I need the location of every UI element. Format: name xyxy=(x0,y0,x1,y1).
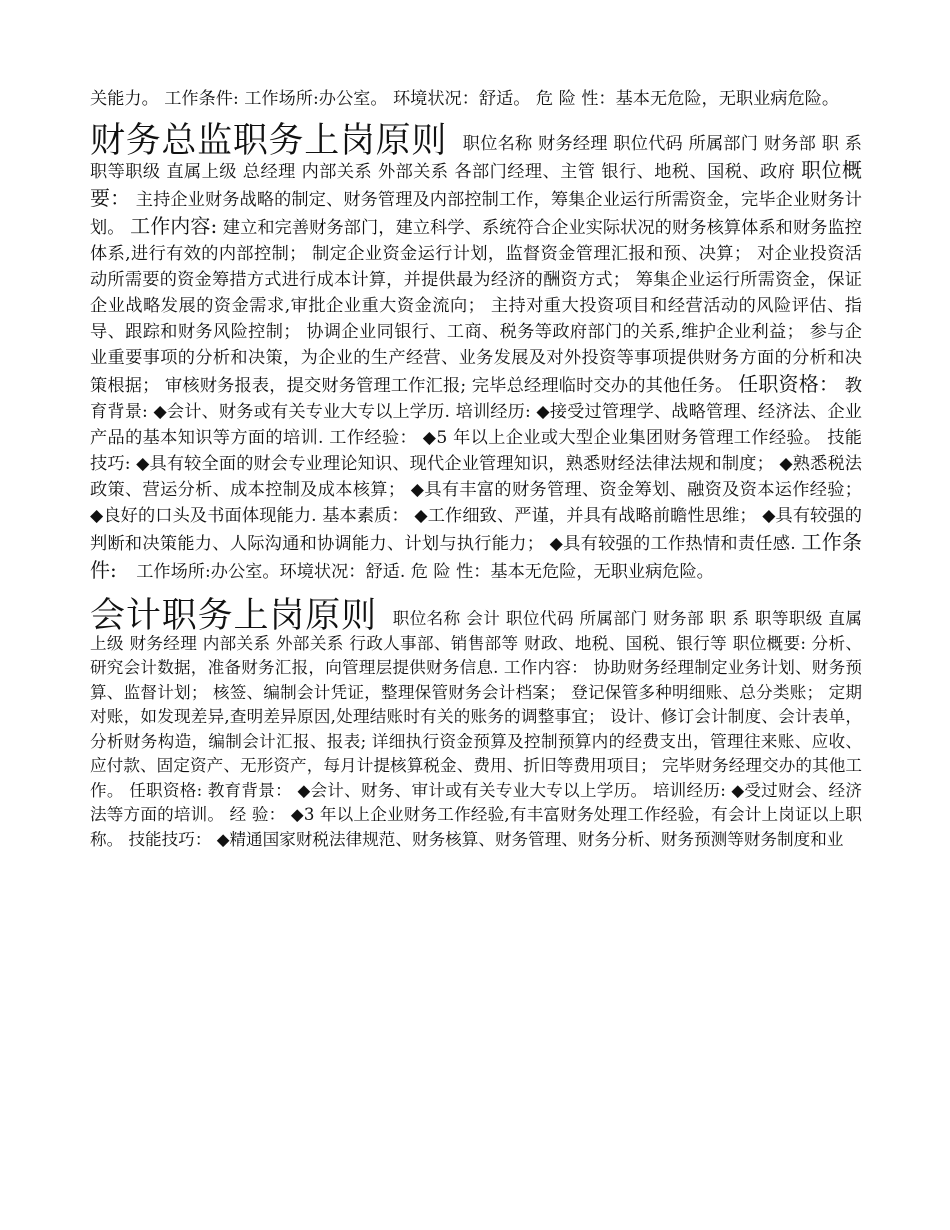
accountant-section-title: 会计职务上岗原则 xyxy=(90,596,378,636)
cfo-section-title: 财务总监职务上岗原则 xyxy=(90,121,448,161)
cfo-qualification-text: 教育背景: ◆会计、财务或有关专业大专以上学历. 培训经历: ◆接受过管理学、战略管理、经济法、企业产品的基本知识等方面的培训. 工作经验： ◆5 年以上企业或大型企业集团财务管理工作经验。 技能技巧: ◆具有较全面的财会专业理论知识、现代企业管理知识，熟悉财经法律法规和制度； ◆熟悉税法政策、营运分析、成本控制及成本核算； ◆具有丰富的财务管理、资金筹划、融资及资本运作经验； ◆良好的口头及书面体现能力. 基本素质： ◆工作细致、严谨，并具有战略前瞻性思维； ◆具有较强的判断和决策能力、人际沟通和协调能力、计划与执行能力； ◆具有较强的工作热情和责任感. xyxy=(90,376,862,554)
accountant-section xyxy=(90,596,862,852)
cfo-overview-text: 主持企业财务战略的制定、财务管理及内部控制工作，筹集企业运行所需资金，完毕企业财务计划。 xyxy=(90,190,862,238)
cfo-overview-heading: 职位概要： xyxy=(90,158,862,210)
cfo-condition-text: 工作场所:办公室。环境状况：舒适. 危 险 性：基本无危险，无职业病危险。 xyxy=(136,562,714,582)
accountant-body-text: 职位名称 会计 职位代码 所属部门 财务部 职 系 职等职级 直属上级 财务经理 内部关系 外部关系 行政人事部、销售部等 财政、地税、国税、银行等 职位概要: 分析、研究会计数据，准备财务汇报，向管理层提供财务信息. 工作内容： 协助财务经理制定业务计划、财务预算、监督计划； 核签、编制会计凭证，整理保管财务会计档案； 登记保管多种明细账、总分类账； 定期对账，如发现差异,查明差异原因,处理结账时有关的账务的调整事宜； 设计、修订会计制度、会计表单，分析财务构造，编制会计汇报、报表; 详细执行资金预算及控制预算内的经费支出，管理往来账、应收、应付款、固定资产、无形资产，每月计提核算税金、费用、折旧等费用项目； 完毕财务经理交办的其他工作。 任职资格: 教育背景： ◆会计、财务、审计或有关专业大专以上学历。 培训经历: ◆受过财会、经济法等方面的培训。 经 验： ◆3 年以上企业财务工作经验,有丰富财务处理工作经验，有会计上岗证以上职称。 技能技巧： ◆精通国家财税法律规范、财务核算、财务管理、财务分析、财务预测等财务制度和业 xyxy=(90,609,862,849)
intro-paragraph xyxy=(90,86,862,112)
cfo-section xyxy=(90,121,862,585)
cfo-condition-heading: 工作条件: xyxy=(90,530,862,582)
cfo-content-heading: 工作内容: xyxy=(130,214,218,238)
intro-text: 关能力。 工作条件: 工作场所:办公室。 环境状况：舒适。 危 险 性：基本无危险，无职业病危险。 xyxy=(90,89,840,109)
cfo-qualification-heading: 任职资格： xyxy=(738,372,840,396)
cfo-job-info: 职位名称 财务经理 职位代码 所属部门 财务部 职 系 职等职级 直属上级 总经理 内部关系 外部关系 各部门经理、主管 银行、地税、国税、政府 xyxy=(90,134,862,182)
cfo-content-text: 建立和完善财务部门，建立科学、系统符合企业实际状况的财务核算体系和财务监控体系,进行有效的内部控制； 制定企业资金运行计划，监督资金管理汇报和预、决算； 对企业投资活动所需要的资金筹措方式进行成本计算，并提供最为经济的酬资方式； 筹集企业运行所需资金，保证企业战略发展的资金需求,审批企业重大资金流向； 主持对重大投资项目和经营活动的风险评估、指导、跟踪和财务风险控制； 协调企业同银行、工商、税务等政府部门的关系,维护企业利益； 参与企业重要事项的分析和决策，为企业的生产经营、业务发展及对外投资等事项提供财务方面的分析和决策根据； 审核财务报表，提交财务管理工作汇报; 完毕总经理临时交办的其他任务。 xyxy=(90,218,862,396)
